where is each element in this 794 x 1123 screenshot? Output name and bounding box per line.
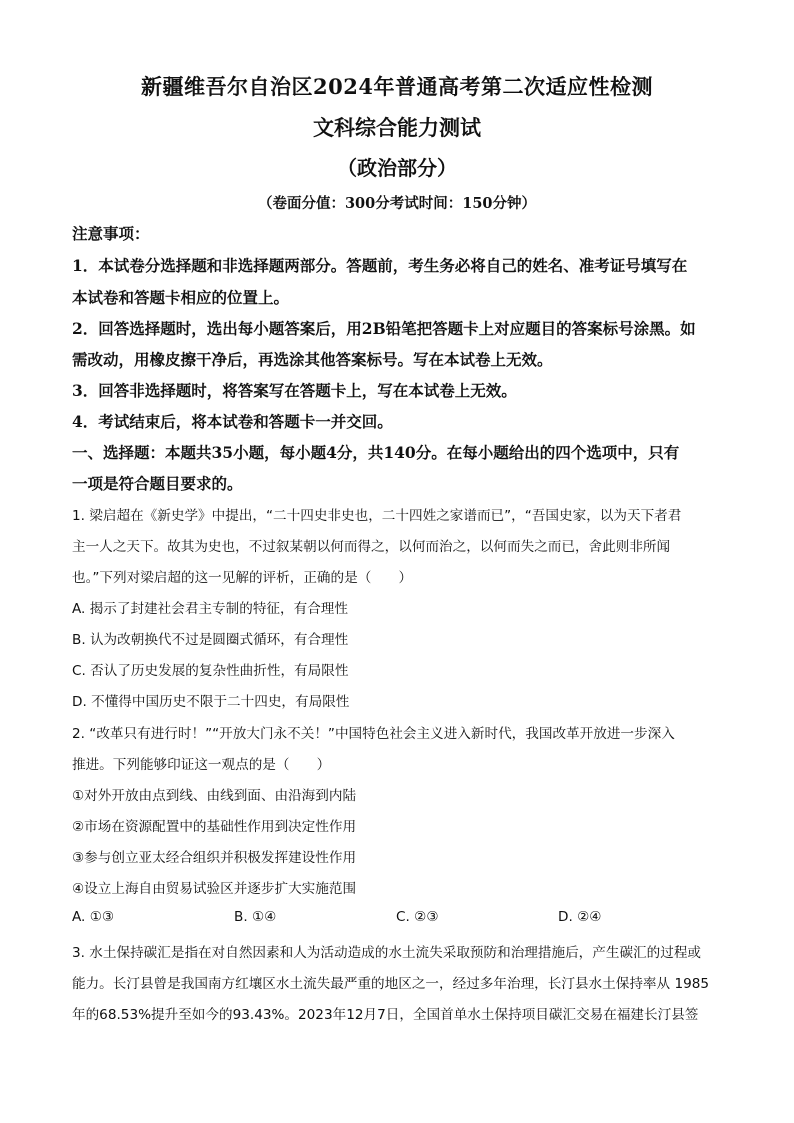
q3-stem-line-2: 能力。长汀县曾是我国南方红壤区水土流失最严重的地区之一，经过多年治理，长汀县水土保持率从 1985 — [72, 976, 710, 992]
notice-heading: 注意事项： — [72, 224, 150, 243]
notice-line-6: 4．考试结束后，将本试卷和答题卡一并交回。 — [72, 412, 393, 431]
q2-item-4: ④设立上海自由贸易试验区并逐步扩大实施范围 — [72, 881, 357, 897]
exam-part: （政治部分） — [337, 156, 457, 180]
q1-option-a: A. 揭示了封建社会君主专制的特征，有合理性 — [72, 601, 348, 617]
notice-line-1: 1．本试卷分选择题和非选择题两部分。答题前，考生务必将自己的姓名、准考证号填写在 — [72, 256, 688, 275]
q2-choices — [72, 909, 712, 929]
q2-item-2: ②市场在资源配置中的基础性作用到决定性作用 — [72, 819, 357, 835]
q1-option-b: B. 认为改朝换代不过是圆圈式循环，有合理性 — [72, 632, 349, 648]
q1-option-c: C. 否认了历史发展的复杂性曲折性，有局限性 — [72, 663, 349, 679]
q2-item-1: ①对外开放由点到线、由线到面、由沿海到内陆 — [72, 788, 357, 804]
q2-stem-line-2: 推进。下列能够印证这一观点的是（ ） — [72, 757, 331, 773]
notice-line-4: 需改动，用橡皮擦干净后，再选涂其他答案标号。写在本试卷上无效。 — [72, 350, 553, 369]
notice-line-2: 本试卷和答题卡相应的位置上。 — [72, 288, 290, 307]
q1-stem-line-1: 1. 梁启超在《新史学》中提出，“二十四史非史也，二十四姓之家谱而已”，“吾国史家，以为天下者君 — [72, 508, 682, 524]
notice-line-5: 3．回答非选择题时，将答案写在答题卡上，写在本试卷上无效。 — [72, 381, 517, 400]
q2-stem-line-1: 2. “改革只有进行时！”“开放大门永不关！”中国特色社会主义进入新时代，我国改革开放进一步深入 — [72, 726, 675, 742]
q2-choice-d: D. ②④ — [558, 909, 602, 925]
q2-choice-a: A. ①③ — [72, 909, 115, 925]
section-heading-line-2: 一项是符合题目要求的。 — [72, 474, 243, 493]
section-heading-line-1: 一、选择题：本题共35小题，每小题4分，共140分。在每小题给出的四个选项中，只有 — [72, 443, 680, 462]
q1-stem-line-2: 主一人之天下。故其为史也，不过叙某朝以何而得之，以何而治之，以何而失之而已，舍此则非所闻 — [72, 539, 671, 555]
q2-choice-c: C. ②③ — [396, 909, 439, 925]
q1-option-d: D. 不懂得中国历史不限于二十四史，有局限性 — [72, 694, 350, 710]
exam-subtitle: 文科综合能力测试 — [313, 115, 481, 140]
q2-choice-b: B. ①④ — [234, 909, 277, 925]
q3-stem-line-3: 年的68.53%提升至如今的93.43%。2023年12月7日，全国首单水土保持项目碳汇交易在福建长汀县签 — [72, 1007, 699, 1023]
q1-stem-line-3: 也。”下列对梁启超的这一见解的评析，正确的是（ ） — [72, 570, 413, 586]
notice-line-3: 2．回答选择题时，选出每小题答案后，用2B铅笔把答题卡上对应题目的答案标号涂黑。如 — [72, 319, 696, 338]
exam-meta: （卷面分值：300分考试时间：150分钟） — [257, 195, 537, 212]
q2-item-3: ③参与创立亚太经合组织并积极发挥建设性作用 — [72, 850, 357, 866]
q3-stem-line-1: 3. 水土保持碳汇是指在对自然因素和人为活动造成的水土流失采取预防和治理措施后，产生碳汇的过程或 — [72, 945, 702, 961]
exam-title: 新疆维吾尔自治区2024年普通高考第二次适应性检测 — [141, 74, 653, 99]
